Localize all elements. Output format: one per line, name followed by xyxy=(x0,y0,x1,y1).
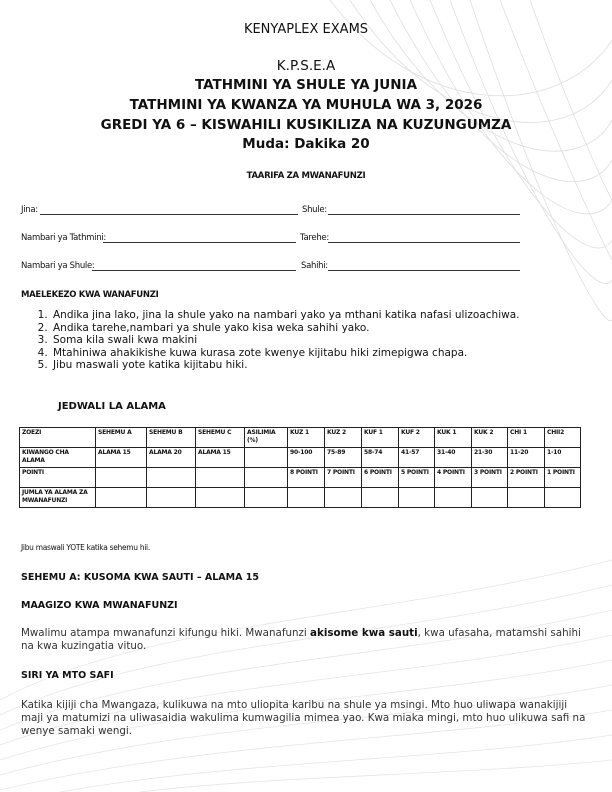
learner-instructions-title: MAAGIZO KWA MWANAFUNZI xyxy=(21,600,178,611)
score-table-cell: KUF 1 xyxy=(362,428,399,448)
score-table-cell: 2 POINTI xyxy=(508,468,545,488)
instruction-item: 2. Andika tarehe,nambari ya shule yako kisa weka sahihi yako. xyxy=(51,322,519,335)
name-label: Jina: xyxy=(21,205,38,215)
score-table-cell: ALAMA 15 xyxy=(196,448,245,468)
score-table-cell: 4 POINTI xyxy=(435,468,472,488)
score-table-row-header: KIWANGO CHA ALAMA xyxy=(20,448,96,468)
score-table-cell xyxy=(96,468,147,488)
school-field[interactable] xyxy=(328,214,520,215)
score-table-cell: 6 POINTI xyxy=(362,468,399,488)
score-table-row xyxy=(20,468,581,488)
score-table-cell[interactable] xyxy=(508,488,545,508)
score-table-row-header: ZOEZI xyxy=(20,428,96,448)
score-table-cell: KUZ 1 xyxy=(288,428,325,448)
score-table-cell[interactable] xyxy=(196,488,245,508)
score-table-cell[interactable] xyxy=(545,488,581,508)
score-table-row-header: POINTI xyxy=(20,468,96,488)
score-table-cell[interactable] xyxy=(435,488,472,508)
score-table-cell: 21-30 xyxy=(472,448,508,468)
score-table-cell: CHII2 xyxy=(545,428,581,448)
instruction-item: 3. Soma kila swali kwa makini xyxy=(51,334,519,347)
school-number-label: Nambari ya Shule: xyxy=(21,261,95,271)
score-table-cell: 58-74 xyxy=(362,448,399,468)
score-table-cell[interactable] xyxy=(325,488,362,508)
exam-subject: GREDI YA 6 – KISWAHILI KUSIKILIZA NA KUZUNGUMZA xyxy=(100,117,512,133)
score-table-cell: SEHEMU A xyxy=(96,428,147,448)
instructions-list xyxy=(21,309,519,372)
name-field[interactable] xyxy=(40,214,298,215)
score-table-cell: KUK 2 xyxy=(472,428,508,448)
story-title: SIRI YA MTO SAFI xyxy=(21,670,114,681)
section-a-title: SEHEMU A: KUSOMA KWA SAUTI – ALAMA 15 xyxy=(21,572,259,583)
score-table-cell[interactable] xyxy=(362,488,399,508)
date-field[interactable] xyxy=(328,242,520,243)
score-table-row xyxy=(20,488,581,508)
score-table-cell: KUF 2 xyxy=(399,428,435,448)
score-table-cell: 11-20 xyxy=(508,448,545,468)
exam-type: K.P.S.E.A xyxy=(276,58,336,74)
signature-label: Sahihi: xyxy=(301,261,328,271)
score-table-cell: ASILIMIA (%) xyxy=(245,428,288,448)
score-table-row xyxy=(20,428,581,448)
instruction-item: 4. Mtahiniwa ahakikishe kuwa kurasa zote kwenye kijitabu hiki zimepigwa chapa. xyxy=(51,347,519,360)
instructions-title: MAELEKEZO KWA WANAFUNZI xyxy=(21,290,159,300)
score-table-cell: ALAMA 20 xyxy=(147,448,196,468)
instruction-item: 1. Andika jina lako, jina la shule yako na nambari yako ya mthani katika nafasi ulizoachiwa. xyxy=(51,309,519,322)
assessment-number-label: Nambari ya Tathmini: xyxy=(21,233,106,243)
score-table-cell[interactable] xyxy=(472,488,508,508)
score-table-title: JEDWALI LA ALAMA xyxy=(58,401,166,412)
score-table-cell: KUK 1 xyxy=(435,428,472,448)
score-table-cell[interactable] xyxy=(288,488,325,508)
score-table-cell[interactable] xyxy=(96,488,147,508)
score-table-cell: CHI 1 xyxy=(508,428,545,448)
exam-school-level: TATHMINI YA SHULE YA JUNIA xyxy=(194,77,418,93)
score-table-cell: 1 POINTI xyxy=(545,468,581,488)
score-table-cell: 3 POINTI xyxy=(472,468,508,488)
exam-term: TATHMINI YA KWANZA YA MUHULA WA 3, 2026 xyxy=(129,97,483,113)
score-table-cell: SEHEMU B xyxy=(147,428,196,448)
learner-instructions-text xyxy=(21,627,591,653)
score-table-cell[interactable] xyxy=(147,488,196,508)
assessment-number-field[interactable] xyxy=(103,242,296,243)
score-table-row-header: JUMLA YA ALAMA ZA MWANAFUNZI xyxy=(20,488,96,508)
signature-field[interactable] xyxy=(328,270,520,271)
score-table-cell xyxy=(245,448,288,468)
instr-text-part: Mwalimu atampa mwanafunzi kifungu hiki. Mwanafunzi xyxy=(21,627,311,639)
score-table-cell: SEHEMU C xyxy=(196,428,245,448)
instr-text-part: , kwa ufasaha, matamshi sahihi na kwa kuzingatia vituo. xyxy=(21,627,581,652)
score-table-cell[interactable] xyxy=(399,488,435,508)
score-table-cell: 8 POINTI xyxy=(288,468,325,488)
story-text: Katika kijiji cha Mwangaza, kulikuwa na mto uliopita karibu na shule ya msingi. Mto huo uliwapa wanakijiji maji ya matumizi na uliwasaidia wakulima kumwagilia mimea yao. Kwa miaka mingi, mto huo ulikuwa safi na wenye samaki wengi. xyxy=(21,699,586,737)
instr-text-emphasis: akisome kwa sauti xyxy=(310,627,418,639)
score-table-cell: 31-40 xyxy=(435,448,472,468)
score-table-cell[interactable] xyxy=(245,488,288,508)
student-info-title: TAARIFA ZA MWANAFUNZI xyxy=(246,171,366,181)
exam-publisher: KENYAPLEX EXAMS xyxy=(243,22,369,37)
answer-all-note: Jibu maswali YOTE katika sehemu hii. xyxy=(21,543,150,552)
score-table-cell: KUZ 2 xyxy=(325,428,362,448)
score-table-row xyxy=(20,448,581,468)
score-table-cell xyxy=(196,468,245,488)
instruction-item: 5. Jibu maswali yote katika kijitabu hiki. xyxy=(51,359,519,372)
score-table-cell: 1-10 xyxy=(545,448,581,468)
score-table-cell xyxy=(245,468,288,488)
exam-duration: Muda: Dakika 20 xyxy=(242,136,370,152)
score-table-cell: 75-89 xyxy=(325,448,362,468)
score-table-cell: ALAMA 15 xyxy=(96,448,147,468)
school-label: Shule: xyxy=(302,205,327,215)
date-label: Tarehe: xyxy=(300,233,329,243)
score-table-cell: 41-57 xyxy=(399,448,435,468)
score-table-cell: 90-100 xyxy=(288,448,325,468)
score-table xyxy=(19,427,581,508)
score-table-cell: 7 POINTI xyxy=(325,468,362,488)
school-number-field[interactable] xyxy=(92,270,296,271)
score-table-cell: 5 POINTI xyxy=(399,468,435,488)
score-table-cell xyxy=(147,468,196,488)
